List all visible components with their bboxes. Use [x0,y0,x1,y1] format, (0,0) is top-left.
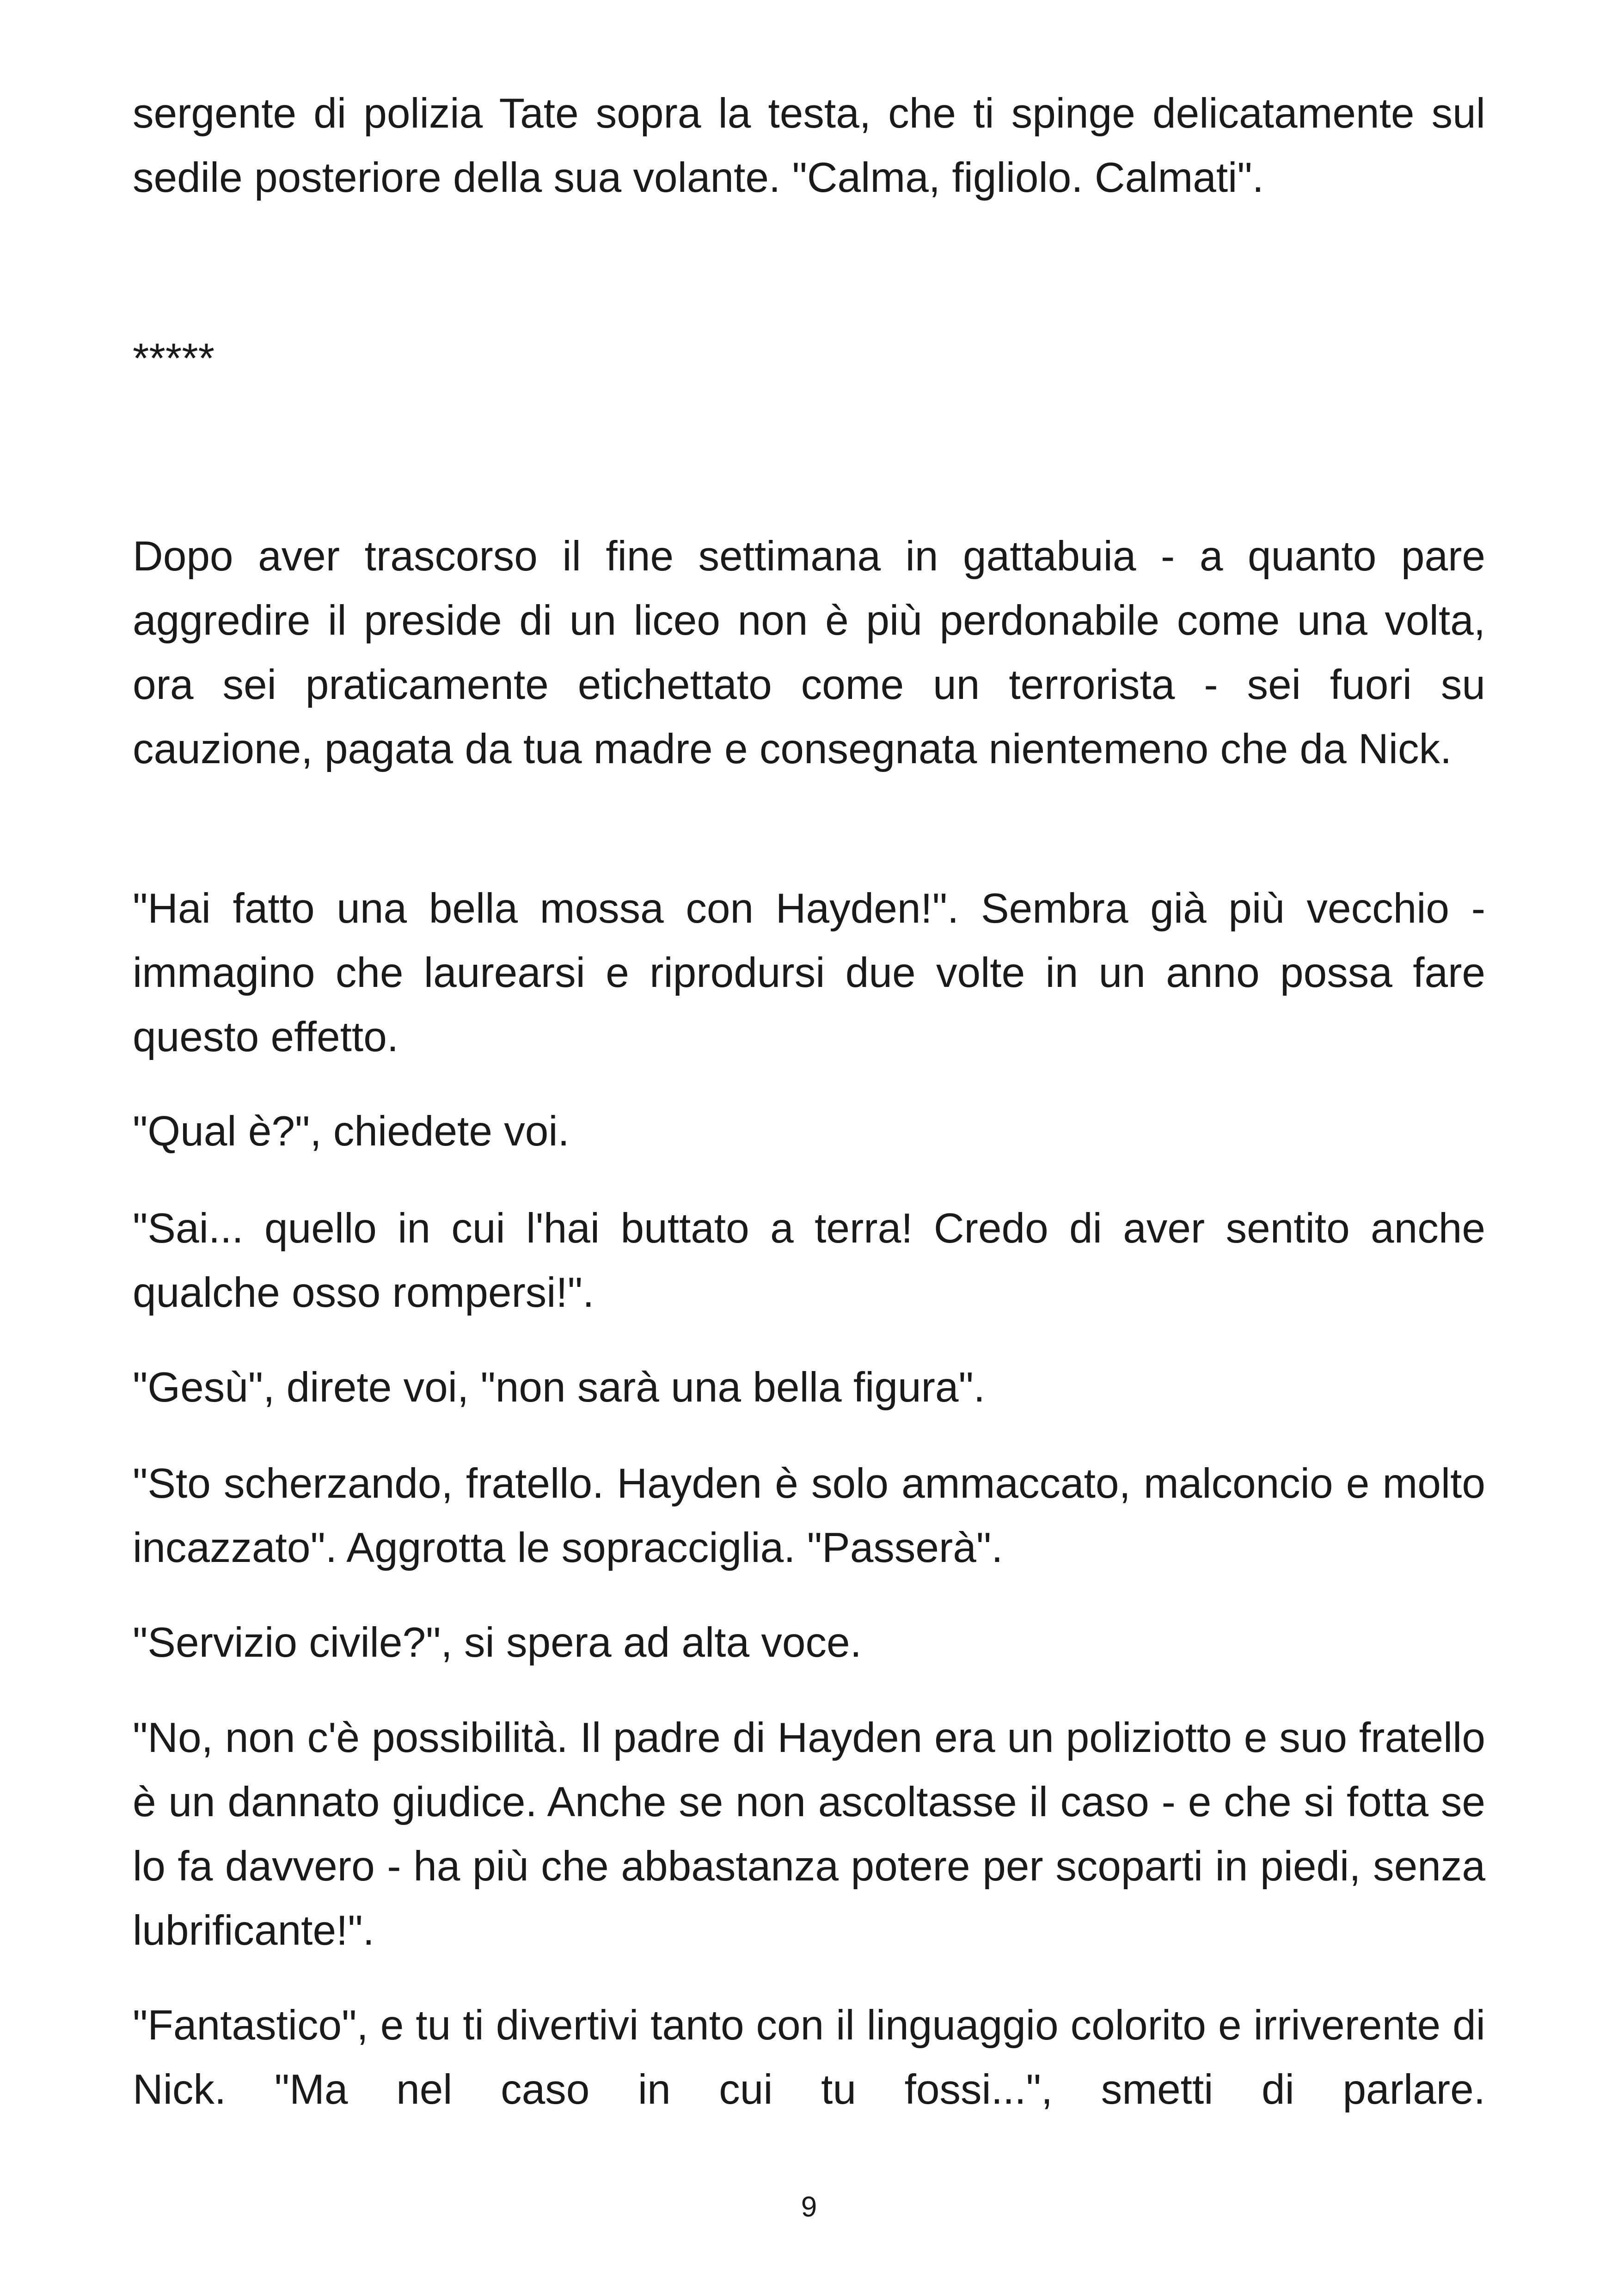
paragraph-5: "Gesù", direte voi, "non sarà una bella figura". [133,1364,986,1411]
paragraph-2: "Hai fatto una bella mossa con Hayden!". Sembra già più vecchio - immagino che laurearsi e riprodursi due volte in un anno possa fare questo effetto. [133,885,1485,1060]
paragraph-4: "Sai... quello in cui l'hai buttato a terra! Credo di aver sentito anche qualche osso rompersi!". [133,1205,1485,1316]
paragraph-6: "Sto scherzando, fratello. Hayden è solo ammaccato, malconcio e molto incazzato". Aggrotta le sopracciglia. "Passerà". [133,1460,1485,1571]
paragraph-3: "Qual è?", chiedete voi. [133,1108,570,1155]
section-separator: ***** [133,335,215,382]
opening-paragraph: sergente di polizia Tate sopra la testa, che ti spinge delicatamente sul sedile posteriore della sua volante. "Calma, figliolo. Calmati". [133,90,1485,201]
page-number: 9 [801,2191,817,2223]
paragraph-7: "Servizio civile?", si spera ad alta voce. [133,1619,862,1666]
paragraph-8: "No, non c'è possibilità. Il padre di Hayden era un poliziotto e suo fratello è un dannato giudice. Anche se non ascoltasse il caso - e che si fotta se lo fa davvero - ha più che abbastanza potere per scoparti in piedi, senza lubrificante!". [133,1714,1485,1954]
paragraph-9: "Fantastico", e tu ti divertivi tanto con il linguaggio colorito e irriverente di Nick. "Ma nel caso in cui tu fossi...", smetti di parlare. [133,2002,1485,2113]
paragraph-1: Dopo aver trascorso il fine settimana in gattabuia - a quanto pare aggredire il preside di un liceo non è più perdonabile come una volta, ora sei praticamente etichettato come un terrorista - sei fuori su cauzione, pagata da tua madre e consegnata nientemeno che da Nick. [133,533,1485,772]
